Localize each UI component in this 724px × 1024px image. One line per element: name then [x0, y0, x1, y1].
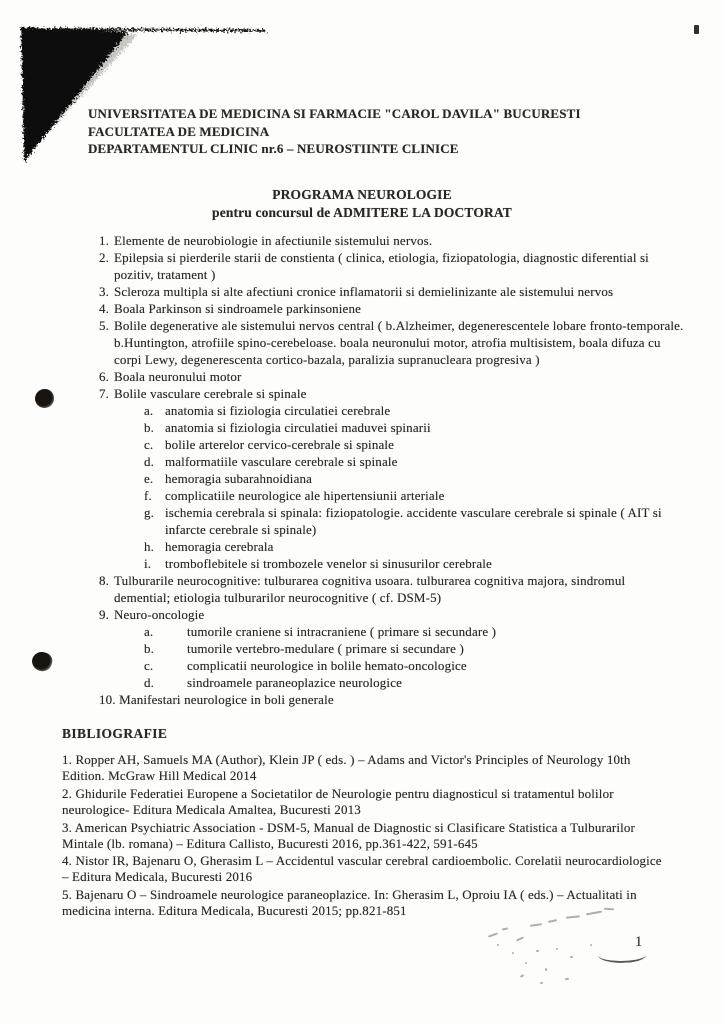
signature-scribble — [480, 905, 680, 995]
program-item-number: 6. — [99, 369, 113, 384]
program-item — [99, 317, 684, 368]
program-sub-item-letter: a. — [144, 624, 154, 639]
program-item-text: Elemente de neurobiologie in afectiunile sistemului nervos. — [114, 233, 433, 248]
program-sub-item-text: bolile arterelor cervico-cerebrale si spinale — [165, 437, 395, 452]
program-sub-list — [144, 402, 684, 572]
program-item — [99, 232, 684, 249]
program-item-text: Bolile vasculare cerebrale si spinale — [114, 386, 307, 401]
program-sub-item-text: tumorile craniene si intracraniene ( primare si secundare ) — [187, 624, 497, 639]
program-item-text: Tulburarile neurocognitive: tulburarea cognitiva usoara. tulburarea cognitiva majora, sindromul demential; etiologia tulburarilor neurocognitive ( cf. DSM-5) — [114, 573, 626, 605]
program-sub-item — [144, 419, 684, 436]
program-sub-item-text: anatomia si fiziologia circulatiei cerebrale — [165, 403, 391, 418]
program-sub-item — [144, 487, 684, 504]
program-sub-item-letter: d. — [144, 675, 155, 690]
program-item — [99, 283, 684, 300]
program-sub-item — [144, 674, 684, 691]
program-item — [99, 572, 684, 606]
program-item-text: Bolile degenerative ale sistemului nervos central ( b.Alzheimer, degenerescentele lobare fronto-temporale. b.Huntington, atrofiile spino-cerebeloase. boala neuronului motor, atrofia multisistem, boala difuza cu corpi Lewy, degenerescenta cortico-bazala, paralizia supranucleara progresiva ) — [114, 318, 684, 367]
program-item — [99, 300, 684, 317]
program-sub-item-text: complicatiile neurologice ale hipertensiunii arteriale — [165, 488, 445, 503]
program-sub-item-letter: e. — [144, 471, 154, 486]
program-sub-item — [144, 640, 684, 657]
program-item-number: 8. — [99, 573, 113, 588]
program-item-number: 4. — [99, 301, 113, 316]
program-sub-item-text: complicatii neurologice in bolile hemato-oncologice — [187, 658, 467, 673]
program-sub-item — [144, 657, 684, 674]
program-sub-item-text: anatomia si fiziologia circulatiei maduvei spinarii — [165, 420, 431, 435]
program-list — [99, 232, 684, 708]
program-item-text: Epilepsia si pierderile starii de constienta ( clinica, etiologia, fiziopatologia, diagnostic diferential si pozitiv, tratament ) — [114, 250, 649, 282]
program-item-text: Manifestari neurologice in boli generale — [119, 692, 334, 707]
document-title — [0, 186, 724, 221]
program-sub-item-text: hemoragia cerebrala — [165, 539, 274, 554]
program-sub-list — [144, 623, 684, 691]
program-sub-item-letter: b. — [144, 641, 155, 656]
university-name: UNIVERSITATEA DE MEDICINA SI FARMACIE "CAROL DAVILA" BUCURESTI — [88, 106, 581, 121]
program-sub-item-letter: c. — [144, 437, 154, 452]
program-item-number: 3. — [99, 284, 113, 299]
program-sub-item-letter: a. — [144, 403, 154, 418]
program-sub-item — [144, 453, 684, 470]
program-item-number: 5. — [99, 318, 113, 333]
faculty-name: FACULTATEA DE MEDICINA — [88, 123, 270, 139]
program-sub-item-text: malformatiile vasculare cerebrale si spinale — [165, 454, 398, 469]
program-item — [99, 606, 684, 623]
program-item-number: 7. — [99, 386, 113, 401]
program-item — [99, 249, 684, 283]
program-sub-item-letter: b. — [144, 420, 155, 435]
program-sub-item-text: tromboflebitele si trombozele venelor si sinusurilor cerebrale — [165, 556, 492, 571]
program-sub-item — [144, 504, 684, 538]
program-sub-item-text: hemoragia subarahnoidiana — [165, 471, 313, 486]
title-line-1: PROGRAMA NEUROLOGIE — [272, 187, 452, 202]
program-sub-item-letter: g. — [144, 505, 155, 520]
program-sub-item — [144, 623, 684, 640]
letterhead — [88, 105, 688, 158]
bibliography-entries — [62, 752, 670, 921]
program-item-number: 1. — [99, 233, 113, 248]
program-sub-item-text: ischemia cerebrala si spinala: fiziopatologie. accidente vasculare cerebrale si spinale ( AIT si infarcte cerebrale si spinale) — [165, 505, 662, 537]
scan-corner-fold-artifact — [0, 0, 300, 190]
program-item — [99, 691, 684, 708]
page-number: 1 — [635, 934, 643, 950]
program-sub-item-letter: c. — [144, 658, 154, 673]
department-name: DEPARTAMENTUL CLINIC nr.6 – NEUROSTIINTE CLINICE — [88, 141, 459, 156]
program-item-text: Neuro-oncologie — [114, 607, 205, 622]
program-sub-item-text: sindroamele paraneoplazice neurologice — [187, 675, 403, 690]
program-sub-item — [144, 402, 684, 419]
bibliography-entry: 1. Ropper AH, Samuels MA (Author), Klein JP ( eds. ) – Adams and Victor's Principles of Neurology 10th Edition. McGraw Hill Medical 2014 — [62, 752, 631, 783]
program-item-text: Boala Parkinson si sindroamele parkinsoniene — [114, 301, 362, 316]
program-sub-item — [144, 436, 684, 453]
program-item — [99, 385, 684, 402]
bibliography-heading: BIBLIOGRAFIE — [62, 726, 168, 741]
program-item-number: 2. — [99, 250, 113, 265]
scan-speck-artifact — [694, 25, 699, 34]
bibliography-entry: 3. American Psychiatric Association - DSM-5, Manual de Diagnostic si Clasificare Statistica a Tulburarilor Mintale (lb. romana) – Editura Callisto, Bucuresti 2016, pp.361-422, 591-645 — [62, 819, 635, 851]
program-sub-item-letter: f. — [144, 488, 152, 503]
program-sub-item — [144, 555, 684, 572]
program-sub-item-letter: h. — [144, 539, 155, 554]
program-item-number: 9. — [99, 607, 113, 622]
program-sub-item — [144, 470, 684, 487]
bibliography-entry: 2. Ghidurile Federatiei Europene a Societatilor de Neurologie pentru diagnosticul si tratamentul bolilor neurologice- Editura Medicala Amaltea, Bucuresti 2013 — [62, 785, 614, 817]
program-sub-item-letter: i. — [144, 556, 152, 571]
title-line-2: pentru concursul de ADMITERE LA DOCTORAT — [212, 204, 512, 220]
program-sub-item-text: tumorile vertebro-medulare ( primare si secundare ) — [187, 641, 464, 656]
program-sub-item — [144, 538, 684, 555]
program-item — [99, 368, 684, 385]
bibliography-entry: 4. Nistor IR, Bajenaru O, Gherasim L – Accidentul vascular cerebral cardioembolic. Corelatii neurocardiologice – Editura Medicala, Bucuresti 2016 — [62, 853, 662, 885]
program-item-text: Boala neuronului motor — [114, 369, 242, 384]
hole-punch-dot — [35, 389, 54, 408]
program-sub-item-letter: d. — [144, 454, 155, 469]
program-item-text: Scleroza multipla si alte afectiuni cronice inflamatorii si demielinizante ale sistemului nervos — [114, 284, 614, 299]
hole-punch-dot — [30, 649, 55, 673]
program-item-number: 10. — [99, 692, 120, 707]
bibliography-entry: 5. Bajenaru O – Sindroamele neurologice paraneoplazice. In: Gherasim L, Oproiu IA ( eds.) – Actualitati in medicina interna. Editura Medicala, Bucuresti 2015; pp.821-851 — [62, 887, 637, 919]
